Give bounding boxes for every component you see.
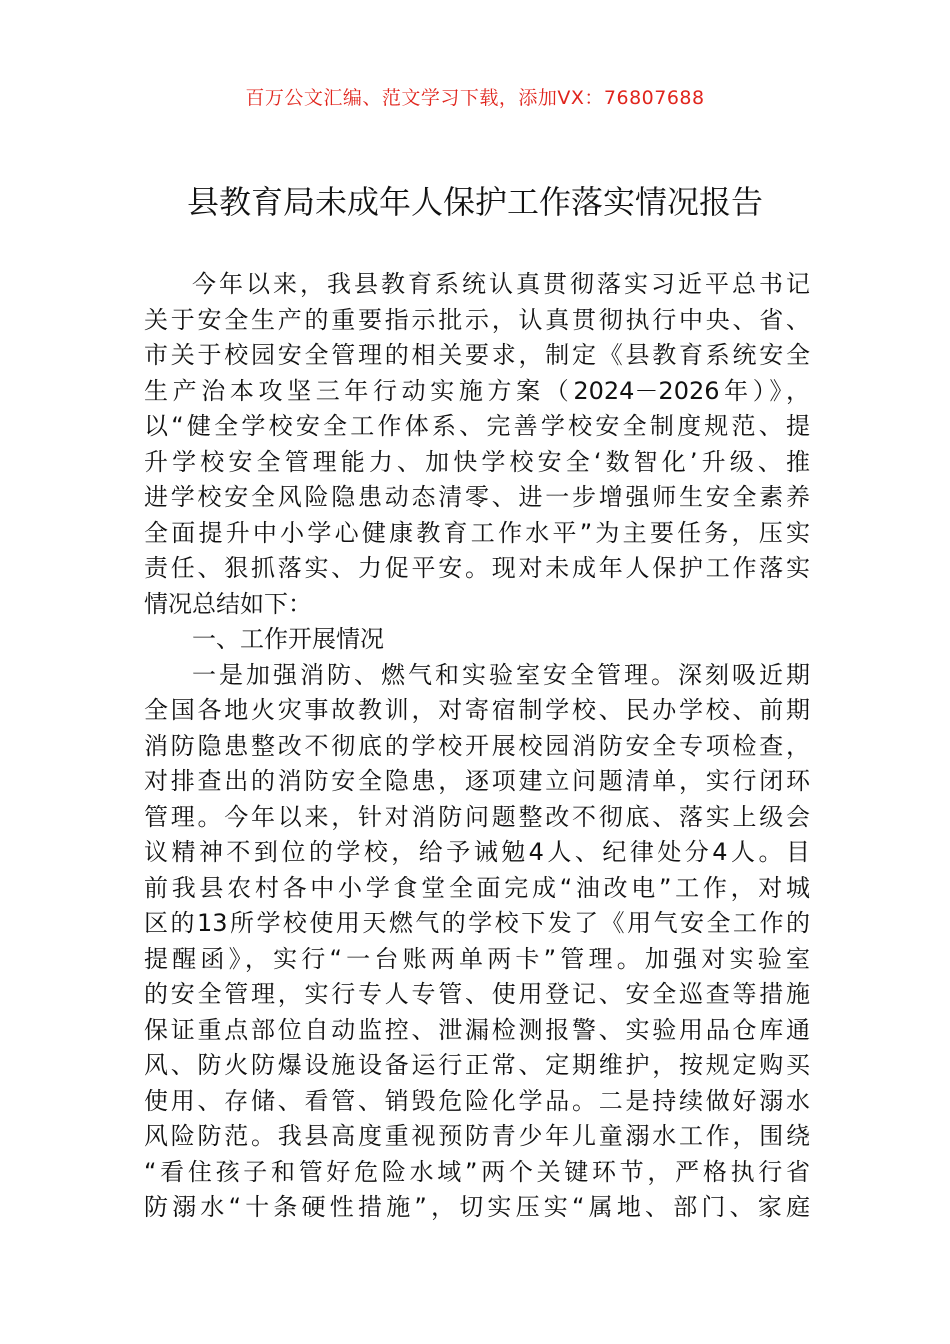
text-line: 进学校安全风险隐患动态清零、进一步增强师生安全素养 bbox=[144, 483, 810, 511]
body-text bbox=[144, 267, 810, 1226]
page-title: 县教育局未成年人保护工作落实情况报告 bbox=[186, 183, 763, 221]
text-line: 关于安全生产的重要指示批示，认真贯彻执行中央、省、 bbox=[144, 305, 810, 334]
text-line: 防溺水“十条硬性措施”，切实压实“属地、部门、家庭 bbox=[144, 1193, 810, 1221]
text-line: 提醒函》，实行“一台账两单两卡”管理。加强对实验室 bbox=[144, 944, 810, 973]
text-line: 的安全管理，实行专人专管、使用登记、安全巡查等措施 bbox=[144, 980, 810, 1008]
text-line: 以“健全学校安全工作体系、完善学校安全制度规范、提 bbox=[144, 412, 810, 440]
text-line: 前我县农村各中小学食堂全面完成“油改电”工作，对城 bbox=[144, 873, 810, 902]
section-heading: 一、工作开展情况 bbox=[192, 625, 384, 653]
text-line: 对排查出的消防安全隐患，逐项建立问题清单，实行闭环 bbox=[144, 767, 810, 795]
text-line: 全面提升中小学心健康教育工作水平”为主要任务，压实 bbox=[144, 518, 810, 547]
text-line: 一是加强消防、燃气和实验室安全管理。深刻吸近期 bbox=[192, 660, 810, 689]
header-note: 百万公文汇编、范文学习下载，添加VX：76807688 bbox=[245, 87, 705, 109]
text-line: 消防隐患整改不彻底的学校开展校园消防安全专项检查， bbox=[144, 731, 810, 760]
text-line: 使用、存储、看管、销毁危险化学品。二是持续做好溺水 bbox=[144, 1086, 810, 1115]
text-line: “看住孩子和管好危险水域”两个关键环节，严格执行省 bbox=[144, 1157, 810, 1186]
text-line: 风、防火防爆设施设备运行正常、定期维护，按规定购买 bbox=[144, 1051, 810, 1079]
text-line: 区的13所学校使用天燃气的学校下发了《用气安全工作的 bbox=[144, 909, 810, 937]
text-line: 保证重点部位自动监控、泄漏检测报警、实验用品仓库通 bbox=[144, 1015, 810, 1044]
text-line: 管理。今年以来，针对消防问题整改不彻底、落实上级会 bbox=[144, 802, 810, 831]
text-line: 今年以来，我县教育系统认真贯彻落实习近平总书记 bbox=[192, 270, 810, 298]
text-line: 情况总结如下： bbox=[144, 589, 312, 618]
text-line: 议精神不到位的学校，给予诫勉4人、纪律处分4人。目 bbox=[144, 838, 810, 866]
text-line: 市关于校园安全管理的相关要求，制定《县教育系统安全 bbox=[144, 341, 810, 369]
text-line: 风险防范。我县高度重视预防青少年儿童溺水工作，围绕 bbox=[144, 1122, 810, 1150]
text-line: 全国各地火灾事故教训，对寄宿制学校、民办学校、前期 bbox=[144, 696, 810, 724]
text-line: 生产治本攻坚三年行动实施方案（2024－2026年）》， bbox=[144, 376, 810, 405]
text-line: 责任、狠抓落实、力促平安。现对未成年人保护工作落实 bbox=[144, 554, 810, 582]
text-line: 升学校安全管理能力、加快学校安全‘数智化’升级、推 bbox=[144, 447, 810, 476]
